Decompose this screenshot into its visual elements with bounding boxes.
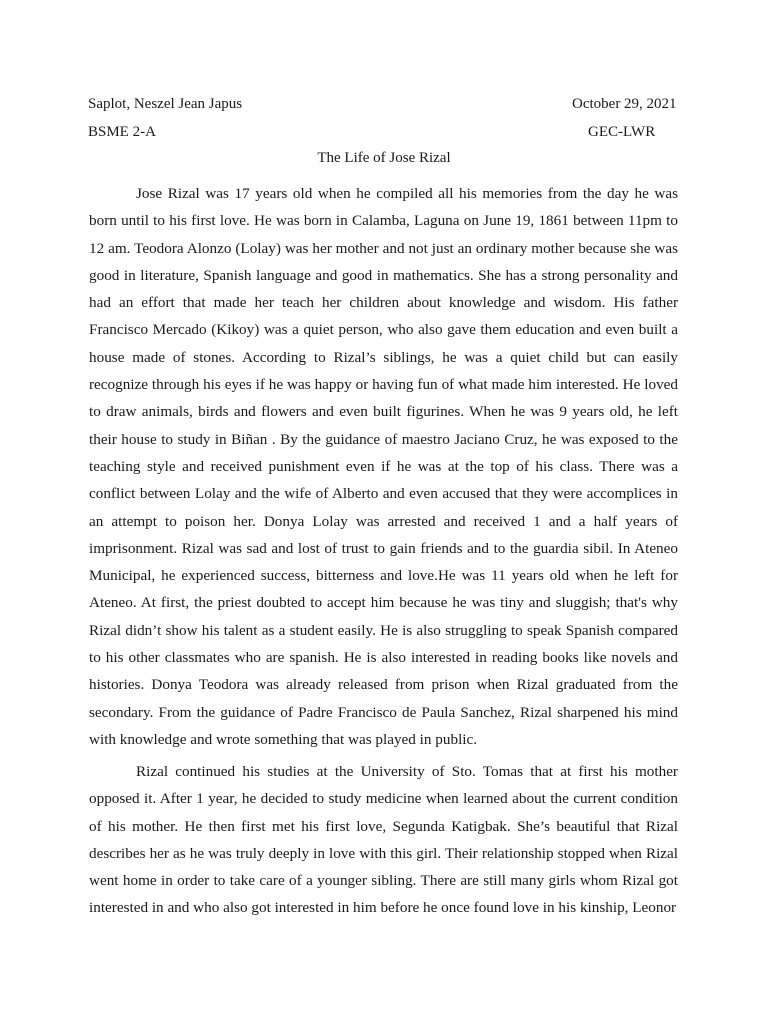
paragraph-1: Jose Rizal was 17 years old when he compiled all his memories from the day he was born until to his first love. He was born in Calamba, Laguna on June 19, 1861 between 11pm to 12 am. Teodora Alonzo (Lolay) was her mother and not just an ordinary mother because she was good in literature, Spanish language and good in mathematics. She has a strong personality and had an effort that made her teach her children about knowledge and wisdom. His father Francisco Mercado (Kikoy) was a quiet person, who also gave them education and even built a house made of stones. According to Rizal’s siblings, he was a quiet child but can easily recognize through his eyes if he was happy or having fun of what made him interested. He loved to draw animals, birds and flowers and even built figurines. When he was 9 years old, he left their house to study in Biñan . By the guidance of maestro Jaciano Cruz, he was exposed to the teaching style and received punishment even if he was at the top of his class. There was a conflict between Lolay and the wife of Alberto and even accused that they were accomplices in an attempt to poison her. Donya Lolay was arrested and received 1 and a half years of imprisonment. Rizal was sad and lost of trust to gain friends and to the guardia sibil. In Ateneo Municipal, he experienced success, bitterness and love.He was 11 years old when he left for Ateneo. At first, the priest doubted to accept him because he was tiny and sluggish; that's why Rizal didn’t show his talent as a student easily. He is also struggling to speak Spanish compared to his other classmates who are spanish. He is also interested in reading books like novels and histories. Donya Teodora was already released from prison when Rizal graduated from the secondary. From the guidance of Padre Francisco de Paula Sanchez, Rizal sharpened his mind with knowledge and wrote something that was played in public.	[89, 185, 678, 748]
header-row-1	[88, 94, 688, 114]
paragraph-2: Rizal continued his studies at the University of Sto. Tomas that at first his mother opposed it. After 1 year, he decided to study medicine when learned about the current condition of his mother. He then first met his first love, Segunda Katigbak. She’s beautiful that Rizal describes her as he was truly deeply in love with this girl. Their relationship stopped when Rizal went home in order to take care of a younger sibling. There are still many girls whom Rizal got interested in and who also got interested in him before he once found love in his kinship, Leonor	[89, 763, 678, 917]
submission-date: October 29, 2021	[572, 96, 677, 112]
header-row-2	[88, 122, 688, 142]
document-title: The Life of Jose Rizal	[317, 150, 451, 166]
section-label: BSME 2-A	[88, 124, 156, 140]
course-code: GEC-LWR	[588, 124, 656, 140]
author-name: Saplot, Neszel Jean Japus	[88, 96, 243, 112]
